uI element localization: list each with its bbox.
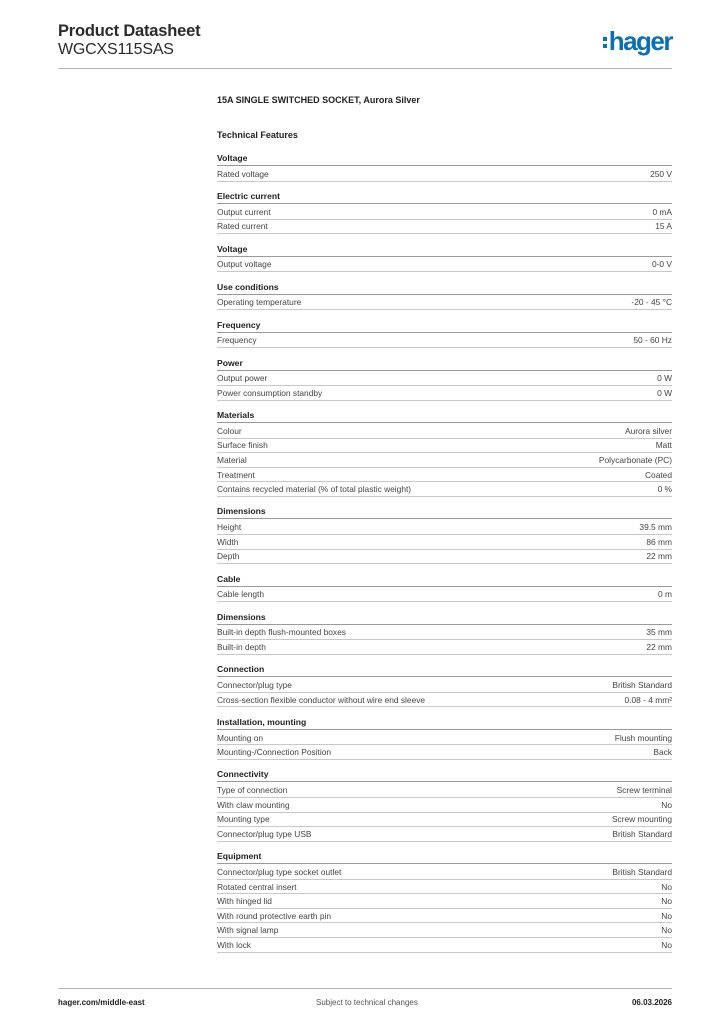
spec-label: Operating temperature [217,297,302,308]
spec-label: Connector/plug type [217,679,292,690]
spec-value: 0-0 V [651,259,672,270]
feature-group [217,244,672,273]
group-title: Materials [217,410,672,423]
spec-value: Coated [644,469,672,480]
spec-value: British Standard [612,679,672,690]
spec-value: No [661,881,672,892]
spec-row [217,626,672,641]
section-heading: Technical Features [217,130,298,140]
spec-label: Output current [217,206,271,217]
feature-group [217,153,672,182]
spec-label: Mounting type [217,814,270,825]
spec-value: 0.08 - 4 mm² [624,694,672,705]
spec-row [217,923,672,938]
feature-group [217,717,672,760]
spec-row [217,798,672,813]
spec-row [217,813,672,828]
spec-label: With signal lamp [217,925,279,936]
spec-row [217,827,672,842]
spec-row [217,258,672,273]
spec-label: Cable length [217,589,265,600]
spec-row [217,424,672,439]
spec-label: Connector/plug type socket outlet [217,866,342,877]
group-title: Frequency [217,320,672,333]
page-header [58,20,672,70]
spec-row [217,783,672,798]
spec-label: Material [217,455,247,466]
spec-value: British Standard [612,866,672,877]
spec-row [217,468,672,483]
spec-value: British Standard [612,828,672,839]
spec-label: Output voltage [217,259,272,270]
spec-row [217,894,672,909]
spec-label: Depth [217,551,240,562]
hager-logo [603,26,672,56]
spec-row [217,372,672,387]
spec-value: -20 - 45 °C [631,297,672,308]
spec-value: Matt [655,440,672,451]
feature-group [217,506,672,564]
spec-row [217,678,672,693]
spec-row [217,205,672,220]
spec-label: Rotated central insert [217,881,297,892]
spec-value: No [661,910,672,921]
group-title: Dimensions [217,612,672,625]
feature-group [217,282,672,311]
spec-value: No [661,939,672,950]
footer-notice: Subject to technical changes [316,998,418,1007]
document-title: Product Datasheet [58,22,201,40]
spec-row [217,640,672,655]
group-title: Voltage [217,244,672,257]
spec-label: Rated current [217,221,268,232]
spec-label: Mounting on [217,732,264,743]
spec-value: No [661,925,672,936]
spec-value: Flush mounting [614,732,672,743]
footer-date: 06.03.2026 [631,998,672,1007]
spec-label: Rated voltage [217,168,269,179]
spec-value: 35 mm [646,627,672,638]
spec-label: Output power [217,373,268,384]
spec-label: Type of connection [217,785,288,796]
group-title: Installation, mounting [217,717,672,730]
feature-group [217,191,672,234]
spec-row [217,880,672,895]
group-title: Use conditions [217,282,672,295]
spec-value: 22 mm [646,642,672,652]
spec-value: 15 A [655,221,672,232]
feature-group [217,612,672,655]
logo-dots-icon [603,37,607,48]
feature-group [217,358,672,401]
group-title: Voltage [217,153,672,166]
group-title: Dimensions [217,506,672,519]
spec-row [217,745,672,760]
spec-value: Polycarbonate (PC) [598,455,672,466]
spec-label: Treatment [217,469,255,480]
spec-row [217,693,672,708]
spec-row [217,731,672,746]
spec-value: 50 - 60 Hz [633,335,672,346]
spec-label: Built-in depth [217,642,266,652]
spec-value: 22 mm [646,551,672,562]
spec-value: 0 W [657,387,672,398]
spec-row [217,334,672,349]
spec-row [217,296,672,311]
spec-value: 0 m [658,589,672,600]
feature-groups [217,153,672,953]
spec-value: No [661,799,672,810]
feature-group [217,574,672,603]
spec-label: Cross-section flexible conductor without wire end sleeve [217,694,426,705]
page-footer [58,998,672,1012]
feature-group [217,769,672,841]
feature-group [217,320,672,349]
spec-value: 0 mA [652,206,672,217]
spec-row [217,938,672,953]
product-code: WGCXS115SAS [58,41,174,58]
product-name: 15A SINGLE SWITCHED SOCKET, Aurora Silver [217,95,420,105]
group-title: Connectivity [217,769,672,782]
spec-label: Power consumption standby [217,387,323,398]
spec-value: Screw mounting [611,814,672,825]
spec-label: With round protective earth pin [217,910,332,921]
spec-label: With claw mounting [217,799,290,810]
spec-row [217,588,672,603]
spec-label: With lock [217,939,251,950]
spec-label: Built-in depth flush-mounted boxes [217,627,346,638]
spec-label: With hinged lid [217,896,272,907]
group-title: Equipment [217,851,672,864]
spec-row [217,520,672,535]
spec-label: Colour [217,425,242,436]
spec-row [217,167,672,182]
spec-row [217,535,672,550]
spec-label: Mounting-/Connection Position [217,747,332,758]
spec-value: 39.5 mm [639,522,672,533]
group-title: Power [217,358,672,371]
spec-row [217,550,672,565]
spec-value: No [661,896,672,907]
feature-group [217,410,672,497]
group-title: Cable [217,574,672,587]
feature-group [217,664,672,707]
spec-value: 86 mm [646,536,672,547]
spec-row [217,439,672,454]
spec-row [217,386,672,401]
header-divider [58,68,672,69]
group-title: Electric current [217,191,672,204]
spec-row [217,909,672,924]
footer-divider [58,988,672,989]
spec-label: Width [217,536,239,547]
spec-value: Back [653,747,672,758]
footer-website: hager.com/middle-east [58,998,145,1007]
spec-value: 0 W [657,373,672,384]
spec-value: 0 % [657,484,672,495]
spec-value: Aurora silver [624,425,672,436]
feature-group [217,851,672,953]
spec-row [217,482,672,497]
group-title: Connection [217,664,672,677]
spec-label: Connector/plug type USB [217,828,312,839]
logo-text: hager [608,26,672,56]
spec-row [217,453,672,468]
spec-row [217,220,672,235]
spec-label: Frequency [217,335,257,346]
spec-label: Height [217,522,242,533]
spec-value: 250 V [650,168,672,179]
datasheet-content [217,95,672,962]
spec-value: Screw terminal [616,785,672,796]
spec-row [217,865,672,880]
spec-label: Contains recycled material (% of total plastic weight) [217,484,412,495]
spec-label: Surface finish [217,440,268,451]
